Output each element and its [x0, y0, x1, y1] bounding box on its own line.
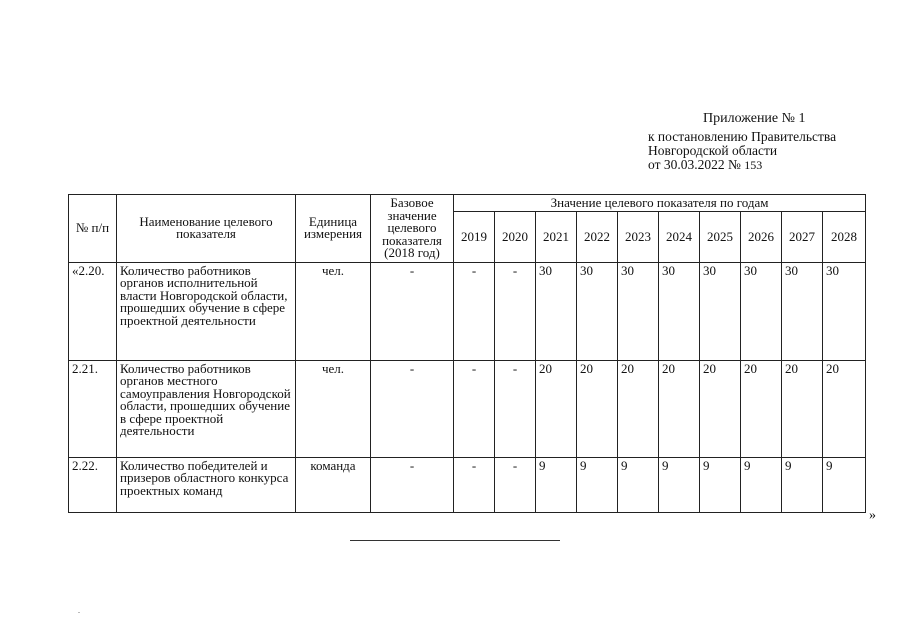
row-base-value: -	[371, 262, 454, 360]
row-name: Количество работников органов местного самоуправления Новгородской области, прошедших обучение в сфере проектной деятельности	[117, 360, 296, 457]
header-year: 2025	[700, 212, 741, 262]
row-year-value: 30	[823, 262, 866, 360]
row-year-value: 9	[618, 457, 659, 512]
row-year-value: 30	[536, 262, 577, 360]
row-year-value: -	[454, 262, 495, 360]
header-row-top	[69, 195, 866, 212]
bottom-divider	[350, 540, 560, 541]
header-year: 2028	[823, 212, 866, 262]
row-base-value: -	[371, 457, 454, 512]
row-year-value: 30	[782, 262, 823, 360]
row-unit: команда	[296, 457, 371, 512]
row-year-value: 30	[577, 262, 618, 360]
row-year-value: 9	[577, 457, 618, 512]
header-name: Наименование целевого показателя	[117, 195, 296, 263]
row-year-value: 9	[659, 457, 700, 512]
row-year-value: 9	[536, 457, 577, 512]
table-row	[69, 360, 866, 457]
row-year-value: -	[495, 360, 536, 457]
header-num: № п/п	[69, 195, 117, 263]
row-year-value: 20	[577, 360, 618, 457]
row-year-value: 9	[823, 457, 866, 512]
header-unit: Единица измерения	[296, 195, 371, 263]
row-year-value: 30	[700, 262, 741, 360]
row-year-value: 20	[782, 360, 823, 457]
header-year: 2027	[782, 212, 823, 262]
header-year: 2024	[659, 212, 700, 262]
header-year: 2020	[495, 212, 536, 262]
row-year-value: 9	[741, 457, 782, 512]
appendix-line-region: Новгородской области	[648, 143, 778, 158]
table-body	[69, 262, 866, 512]
scan-speck	[78, 612, 80, 613]
row-unit: чел.	[296, 262, 371, 360]
row-year-value: -	[495, 262, 536, 360]
row-year-value: 20	[741, 360, 782, 457]
header-years-group: Значение целевого показателя по годам	[454, 195, 866, 212]
row-year-value: 20	[823, 360, 866, 457]
appendix-date-text: от 30.03.2022 №	[648, 157, 745, 172]
indicators-table	[68, 194, 866, 513]
appendix-title: Приложение № 1	[703, 111, 806, 126]
row-year-value: 20	[536, 360, 577, 457]
header-year: 2022	[577, 212, 618, 262]
row-year-value: 9	[782, 457, 823, 512]
appendix-line-date	[648, 158, 888, 172]
appendix-resolution-number: 153	[744, 158, 763, 172]
row-year-value: 9	[700, 457, 741, 512]
row-year-value: 30	[618, 262, 659, 360]
appendix-line-resolution: к постановлению Правительства	[648, 129, 837, 144]
row-base-value: -	[371, 360, 454, 457]
header-year: 2023	[618, 212, 659, 262]
row-num: 2.22.	[69, 457, 117, 512]
table-row	[69, 262, 866, 360]
header-base: Базовое значение целевого показателя (2018 год)	[371, 195, 454, 263]
row-name: Количество работников органов исполнительной власти Новгородской области, прошедших обучение в сфере проектной деятельности	[117, 262, 296, 360]
table-row	[69, 457, 866, 512]
row-name: Количество победителей и призеров областного конкурса проектных команд	[117, 457, 296, 512]
closing-quote: »	[869, 508, 876, 523]
row-num: 2.21.	[69, 360, 117, 457]
row-num: «2.20.	[69, 262, 117, 360]
row-year-value: -	[495, 457, 536, 512]
row-year-value: 20	[618, 360, 659, 457]
row-year-value: 30	[741, 262, 782, 360]
row-year-value: -	[454, 360, 495, 457]
header-year: 2026	[741, 212, 782, 262]
row-year-value: -	[454, 457, 495, 512]
row-year-value: 20	[700, 360, 741, 457]
row-year-value: 30	[659, 262, 700, 360]
header-year: 2019	[454, 212, 495, 262]
row-year-value: 20	[659, 360, 700, 457]
appendix-header	[648, 112, 888, 172]
header-year: 2021	[536, 212, 577, 262]
row-unit: чел.	[296, 360, 371, 457]
